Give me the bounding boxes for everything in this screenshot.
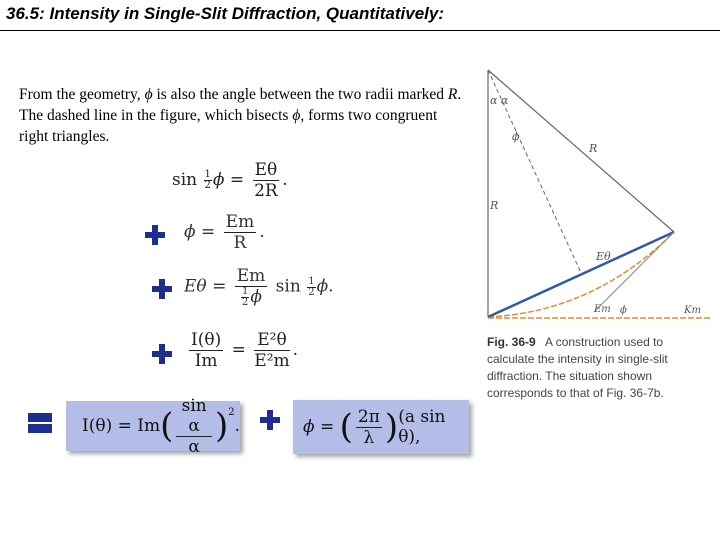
intro-paragraph: From the geometry, ϕ is also the angle between the two radii marked R. The dashed line in the figure, which bisects ϕ, forms two congruent right triangles. xyxy=(19,86,462,145)
title-underline xyxy=(0,30,720,31)
minus-icon xyxy=(28,413,52,433)
alpha-label: α α xyxy=(490,94,509,107)
km-label: Km xyxy=(684,305,701,316)
radius-line-slanted xyxy=(488,70,674,232)
phasor-construction-figure xyxy=(484,62,714,332)
plus-icon xyxy=(152,344,172,364)
phi-symbol: ϕ xyxy=(292,107,301,124)
figure-caption: Fig. 36-9 A construction used to calculate the intensity in single-slit diffraction. The situation shown corresponds to that of Fig. 36-7b. xyxy=(487,335,668,400)
e-theta-chord xyxy=(488,232,674,317)
phi-top-label: ϕ xyxy=(512,130,520,143)
slide-title: 36.5: Intensity in Single-Slit Diffraction, Quantitatively: xyxy=(6,4,444,23)
radius-symbol: R xyxy=(447,86,458,103)
phase-equation-box: ϕ = ( $\frac{2\pi}{\lambda}$ ) (a sin θ), xyxy=(293,400,469,454)
plus-icon xyxy=(145,225,165,245)
equation-4: $\frac{I(\theta)}{Im}$ = $\frac{\text{E²θ}}{\text{E²m}}$ . xyxy=(191,330,299,371)
equation-3: Eθ = Em $\frac{1}{2}$ ϕ sin $\frac{1}{2}$ ϕ. xyxy=(184,266,334,308)
intensity-equation-box: I(θ) = Im ( $\frac{\text{sin α}}{\alpha}$ ) $^2$ . xyxy=(66,401,240,451)
em-label: Em xyxy=(594,304,611,315)
e-theta-label: Eθ xyxy=(596,250,611,263)
radius-label: R xyxy=(490,199,499,212)
phi-bottom-label: ϕ xyxy=(620,305,627,316)
phi-symbol: ϕ xyxy=(144,86,153,103)
equation-2: ϕ = $\frac{Em}{R}$ . xyxy=(184,212,265,253)
plus-icon xyxy=(260,410,280,430)
equation-1: sin $\frac{1}{2}$ ϕ = $\frac{E\theta}{2R}$ . xyxy=(172,160,288,201)
radius-label: R xyxy=(589,142,598,155)
tangent-line xyxy=(594,232,674,312)
plus-icon xyxy=(152,279,172,299)
